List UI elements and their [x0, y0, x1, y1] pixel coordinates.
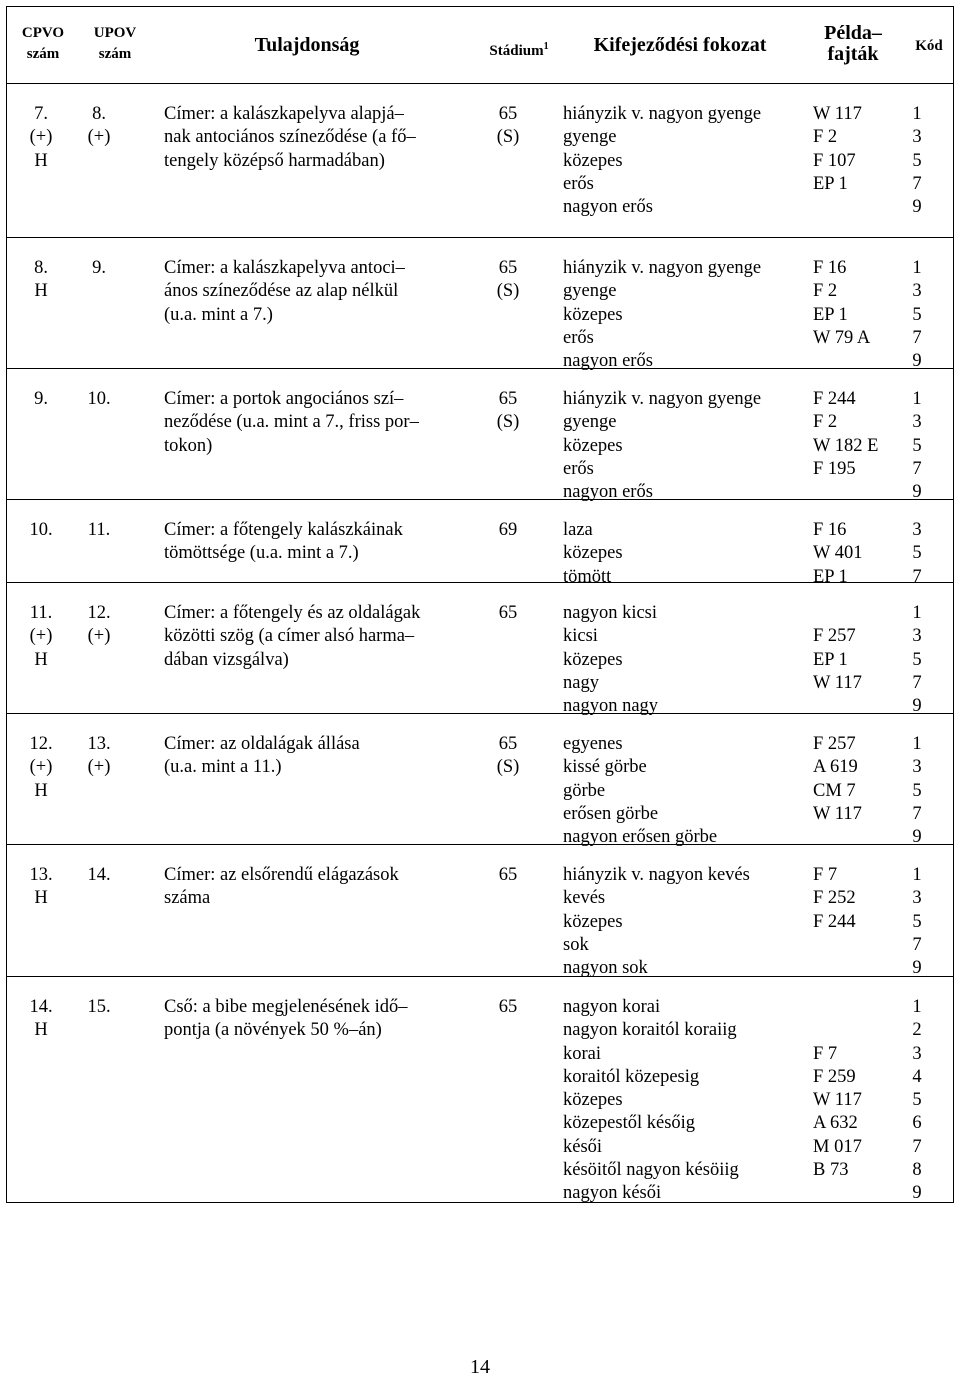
- note-codes-line: 9: [912, 827, 922, 848]
- note-codes-line: 7: [912, 327, 922, 348]
- example-varieties: [813, 996, 877, 1206]
- example-varieties-line: F 2: [813, 412, 838, 433]
- note-codes-line: 5: [912, 911, 922, 932]
- example-varieties-line: F 7: [813, 865, 838, 885]
- trait-description-line: tömöttsége (u.a. mint a 7.): [164, 543, 359, 564]
- table-row: [7, 976, 953, 1202]
- table-row: [7, 582, 953, 717]
- expression-levels-line: korai: [563, 1043, 602, 1064]
- upov-number-line: (+): [87, 626, 111, 647]
- note-codes-line: 3: [912, 127, 922, 148]
- expression-levels-line: hiányzik v. nagyon gyenge: [563, 389, 762, 409]
- example-varieties: [813, 733, 877, 849]
- note-codes: [907, 103, 927, 219]
- expression-levels-line: görbe: [563, 780, 606, 801]
- cpvo-number-line: 7.: [34, 104, 48, 124]
- expression-levels: [563, 103, 803, 219]
- growth-stage-line: 65: [498, 389, 518, 409]
- note-codes-line: 3: [912, 626, 922, 647]
- expression-levels-line: nagyon nagy: [563, 696, 659, 717]
- note-codes-line: 7: [912, 803, 922, 824]
- growth-stage-line: (S): [496, 281, 520, 302]
- upov-number-line: 8.: [92, 104, 106, 124]
- upov-number: [79, 864, 119, 887]
- trait-description: [164, 864, 464, 911]
- example-varieties-line: W 117: [813, 104, 862, 124]
- table-row: [7, 499, 953, 587]
- trait-description: [164, 257, 464, 327]
- example-varieties: [813, 388, 877, 504]
- expression-levels-line: erősen görbe: [563, 803, 659, 824]
- note-codes-line: 3: [912, 281, 922, 302]
- table-row: [7, 237, 953, 372]
- example-varieties-line: [813, 934, 877, 957]
- note-codes-line: 1: [912, 258, 922, 278]
- trait-description-line: Címer: az oldalágak állása: [164, 734, 360, 754]
- example-varieties-line: F 16: [813, 258, 847, 278]
- table-row: [7, 83, 953, 238]
- example-varieties-line: [813, 1019, 877, 1042]
- expression-levels-line: késöitől nagyon késöiig: [563, 1160, 739, 1181]
- example-varieties-line: F 16: [813, 520, 847, 540]
- expression-levels-line: kissé görbe: [563, 757, 647, 778]
- growth-stage-line: (S): [496, 127, 520, 148]
- note-codes-line: 1: [912, 603, 922, 623]
- expression-levels-line: késői: [563, 1136, 603, 1157]
- expression-levels-line: nagyon késői: [563, 1183, 662, 1204]
- cpvo-number: [21, 996, 61, 1043]
- note-codes-line: 9: [912, 482, 922, 503]
- expression-levels-line: erős: [563, 327, 594, 348]
- note-codes-line: 9: [912, 351, 922, 372]
- example-varieties-line: EP 1: [813, 649, 848, 670]
- trait-description-line: közötti szög (a címer alsó harma–: [164, 626, 415, 647]
- cpvo-number-line: H: [34, 780, 48, 801]
- cpvo-number: [21, 519, 61, 542]
- cpvo-number: [21, 602, 61, 672]
- trait-description-line: neződése (u.a. mint a 7., friss por–: [164, 412, 419, 433]
- expression-levels-line: nagyon kicsi: [563, 603, 658, 623]
- cpvo-number-line: 9.: [34, 389, 48, 409]
- growth-stage-line: 65: [498, 104, 518, 124]
- header-upov-line2: szám: [98, 46, 132, 62]
- cpvo-number: [21, 257, 61, 304]
- example-varieties-line: W 117: [813, 672, 862, 693]
- cpvo-number: [21, 864, 61, 911]
- example-varieties-line: EP 1: [813, 173, 848, 194]
- cpvo-number-line: 11.: [29, 603, 53, 623]
- header-examples: [817, 23, 889, 65]
- note-codes-line: 3: [912, 520, 922, 540]
- page-number: 14: [470, 1356, 490, 1378]
- header-property: Tulajdonság: [254, 34, 360, 56]
- example-varieties-line: [813, 602, 877, 625]
- cpvo-number-line: 12.: [29, 734, 53, 754]
- header-cpvo-line1: CPVO: [21, 25, 65, 41]
- cpvo-number-line: 14.: [29, 997, 53, 1017]
- growth-stage: [493, 996, 523, 1019]
- cpvo-number-line: H: [34, 888, 48, 909]
- expression-levels-line: sok: [563, 934, 589, 955]
- trait-description-line: Címer: az elsőrendű elágazások: [164, 865, 399, 885]
- trait-description-line: Címer: a portok angociános szí–: [164, 389, 404, 409]
- example-varieties: [813, 257, 877, 373]
- upov-number-line: 10.: [87, 389, 111, 409]
- header-cpvo: [15, 23, 71, 65]
- trait-description: [164, 103, 464, 173]
- upov-number-line: 9.: [92, 258, 106, 278]
- trait-description-line: (u.a. mint a 11.): [164, 757, 282, 778]
- expression-levels-line: erős: [563, 173, 594, 194]
- note-codes-line: 3: [912, 412, 922, 433]
- expression-levels-line: gyenge: [563, 127, 617, 148]
- expression-levels-line: közepestől későig: [563, 1113, 696, 1134]
- cpvo-number-line: H: [34, 150, 48, 171]
- expression-levels: [563, 602, 803, 718]
- growth-stage-line: 65: [498, 258, 518, 278]
- note-codes: [907, 519, 927, 589]
- growth-stage: [493, 257, 523, 304]
- note-codes-line: 5: [912, 543, 922, 564]
- header-code: Kód: [915, 38, 943, 54]
- note-codes-line: 5: [912, 649, 922, 670]
- expression-levels-line: nagyon erősen görbe: [563, 827, 718, 848]
- example-varieties-line: W 182 E: [813, 435, 879, 456]
- header-stage-footnote: 1: [543, 41, 549, 52]
- example-varieties-line: W 117: [813, 803, 862, 824]
- upov-number-line: 13.: [87, 734, 111, 754]
- header-examples-line2: fajták: [827, 43, 879, 65]
- trait-description-line: pontja (a növények 50 %–án): [164, 1020, 382, 1041]
- upov-number-line: 14.: [87, 865, 111, 885]
- example-varieties-line: W 79 A: [813, 327, 871, 348]
- trait-description-line: nak antociános színeződése (a fő–: [164, 127, 416, 148]
- example-varieties-line: F 2: [813, 281, 838, 302]
- note-codes-line: 6: [912, 1113, 922, 1134]
- note-codes-line: 7: [912, 566, 922, 587]
- table-row: [7, 844, 953, 977]
- header-examples-line1: Példa–: [824, 22, 882, 44]
- note-codes: [907, 257, 927, 373]
- upov-number: [79, 103, 119, 150]
- expression-levels: [563, 733, 803, 849]
- cpvo-number-line: H: [34, 649, 48, 670]
- note-codes-line: 9: [912, 958, 922, 979]
- expression-levels-line: hiányzik v. nagyon gyenge: [563, 104, 762, 124]
- cpvo-number-line: H: [34, 1020, 48, 1041]
- trait-description-line: Címer: a kalászkapelyva alapjá–: [164, 104, 404, 124]
- note-codes-line: 3: [912, 757, 922, 778]
- expression-levels-line: egyenes: [563, 734, 623, 754]
- header-expression: Kifejeződési fokozat: [593, 34, 767, 56]
- header-stage-label: Stádium: [489, 43, 544, 59]
- note-codes-line: 5: [912, 435, 922, 456]
- upov-number: [79, 388, 119, 411]
- table-row: [7, 368, 953, 503]
- expression-levels-line: közepes: [563, 649, 623, 670]
- header-cpvo-line2: szám: [26, 46, 60, 62]
- note-codes-line: 7: [912, 173, 922, 194]
- note-codes-line: 3: [912, 888, 922, 909]
- example-varieties-line: F 244: [813, 911, 856, 932]
- trait-description: [164, 996, 464, 1043]
- example-varieties-line: [813, 1182, 877, 1205]
- note-codes-line: 5: [912, 780, 922, 801]
- note-codes: [907, 733, 927, 849]
- example-varieties-line: CM 7: [813, 780, 856, 801]
- expression-levels-line: kicsi: [563, 626, 598, 647]
- example-varieties: [813, 103, 877, 219]
- upov-number-line: 15.: [87, 997, 111, 1017]
- expression-levels: [563, 864, 803, 980]
- expression-levels-line: nagyon erős: [563, 197, 653, 218]
- example-varieties-line: F 107: [813, 150, 856, 171]
- upov-number: [79, 996, 119, 1019]
- expression-levels-line: gyenge: [563, 281, 617, 302]
- note-codes-line: 5: [912, 150, 922, 171]
- example-varieties-line: EP 1: [813, 304, 848, 325]
- expression-levels-line: gyenge: [563, 412, 617, 433]
- note-codes-line: 5: [912, 1090, 922, 1111]
- trait-description-line: száma: [164, 888, 211, 909]
- cpvo-number-line: 13.: [29, 865, 53, 885]
- example-varieties-line: W 401: [813, 543, 863, 564]
- growth-stage-line: 65: [498, 997, 518, 1017]
- note-codes-line: 7: [912, 934, 922, 955]
- expression-levels-line: közepes: [563, 304, 623, 325]
- growth-stage-line: (S): [496, 412, 520, 433]
- example-varieties: [813, 602, 877, 718]
- note-codes-line: 9: [912, 696, 922, 717]
- trait-description-line: Címer: a főtengely kalászkáinak: [164, 520, 403, 540]
- example-varieties-line: F 244: [813, 389, 856, 409]
- header-upov: [87, 23, 143, 65]
- note-codes-line: 1: [912, 997, 922, 1017]
- upov-number-line: 12.: [87, 603, 111, 623]
- expression-levels-line: nagy: [563, 672, 599, 693]
- note-codes: [907, 996, 927, 1206]
- note-codes-line: 1: [912, 734, 922, 754]
- growth-stage: [493, 602, 523, 625]
- growth-stage: [493, 733, 523, 780]
- example-varieties-line: W 117: [813, 1090, 862, 1111]
- expression-levels-line: nagyon koraitól koraiig: [563, 1020, 737, 1041]
- trait-description-line: ános színeződése az alap nélkül: [164, 281, 399, 302]
- example-varieties: [813, 519, 877, 589]
- expression-levels-line: nagyon korai: [563, 997, 661, 1017]
- expression-levels: [563, 388, 803, 504]
- upov-number-line: 11.: [87, 520, 111, 540]
- note-codes-line: 8: [912, 1160, 922, 1181]
- note-codes-line: 9: [912, 1183, 922, 1204]
- note-codes-line: 5: [912, 304, 922, 325]
- table-row: [7, 713, 953, 848]
- expression-levels: [563, 996, 803, 1206]
- expression-levels-line: közepes: [563, 543, 623, 564]
- trait-description-line: Címer: a főtengely és az oldalágak: [164, 603, 421, 623]
- growth-stage: [493, 519, 523, 542]
- example-varieties-line: EP 1: [813, 566, 848, 587]
- example-varieties-line: F 2: [813, 127, 838, 148]
- example-varieties-line: F 252: [813, 888, 856, 909]
- note-codes-line: 9: [912, 197, 922, 218]
- note-codes: [907, 602, 927, 718]
- note-codes: [907, 864, 927, 980]
- example-varieties-line: F 7: [813, 1043, 838, 1064]
- cpvo-number: [21, 388, 61, 411]
- expression-levels-line: koraitól közepesig: [563, 1066, 700, 1087]
- trait-description-line: (u.a. mint a 7.): [164, 304, 273, 325]
- upov-number-line: (+): [87, 127, 111, 148]
- growth-stage: [493, 103, 523, 150]
- note-codes-line: 2: [912, 1020, 922, 1041]
- cpvo-number-line: (+): [29, 626, 53, 647]
- trait-description-line: Cső: a bibe megjelenésének idő–: [164, 997, 408, 1017]
- trait-description: [164, 388, 464, 458]
- upov-number-line: (+): [87, 757, 111, 778]
- expression-levels-line: hiányzik v. nagyon gyenge: [563, 258, 762, 278]
- cpvo-number-line: (+): [29, 757, 53, 778]
- note-codes-line: 4: [912, 1066, 922, 1087]
- characteristics-table: [6, 6, 954, 1203]
- trait-description-line: tengely középső harmadában): [164, 150, 385, 171]
- cpvo-number-line: 10.: [29, 520, 53, 540]
- example-varieties-line: F 257: [813, 734, 856, 754]
- example-varieties-line: [813, 196, 877, 219]
- trait-description: [164, 602, 464, 672]
- expression-levels-line: hiányzik v. nagyon kevés: [563, 865, 750, 885]
- note-codes-line: 7: [912, 672, 922, 693]
- note-codes-line: 3: [912, 1043, 922, 1064]
- expression-levels-line: kevés: [563, 888, 606, 909]
- note-codes-line: 7: [912, 1136, 922, 1157]
- example-varieties-line: F 257: [813, 626, 856, 647]
- example-varieties-line: [813, 996, 877, 1019]
- upov-number: [79, 733, 119, 780]
- growth-stage: [493, 864, 523, 887]
- example-varieties-line: F 259: [813, 1066, 856, 1087]
- cpvo-number-line: (+): [29, 127, 53, 148]
- expression-levels-line: nagyon erős: [563, 351, 653, 372]
- expression-levels-line: közepes: [563, 1090, 623, 1111]
- expression-levels-line: erős: [563, 458, 594, 479]
- growth-stage-line: 65: [498, 865, 518, 885]
- upov-number: [79, 257, 119, 280]
- expression-levels: [563, 519, 803, 589]
- note-codes-line: 1: [912, 865, 922, 885]
- growth-stage-line: (S): [496, 757, 520, 778]
- cpvo-number-line: H: [34, 281, 48, 302]
- trait-description-line: Címer: a kalászkapelyva antoci–: [164, 258, 405, 278]
- example-varieties-line: B 73: [813, 1160, 849, 1181]
- growth-stage-line: 69: [498, 520, 518, 540]
- trait-description: [164, 733, 464, 780]
- expression-levels-line: tömött: [563, 566, 612, 587]
- expression-levels: [563, 257, 803, 373]
- note-codes: [907, 388, 927, 504]
- trait-description-line: dában vizsgálva): [164, 649, 289, 670]
- example-varieties-line: A 632: [813, 1113, 858, 1134]
- expression-levels-line: nagyon sok: [563, 958, 648, 979]
- expression-levels-line: közepes: [563, 150, 623, 171]
- example-varieties-line: F 195: [813, 458, 856, 479]
- upov-number: [79, 602, 119, 649]
- growth-stage-line: 65: [498, 603, 518, 623]
- example-varieties-line: M 017: [813, 1136, 862, 1157]
- trait-description: [164, 519, 464, 566]
- expression-levels-line: laza: [563, 520, 593, 540]
- example-varieties-line: A 619: [813, 757, 858, 778]
- table-header: [7, 7, 953, 84]
- expression-levels-line: közepes: [563, 435, 623, 456]
- header-upov-line1: UPOV: [93, 25, 137, 41]
- growth-stage-line: 65: [498, 734, 518, 754]
- note-codes-line: 1: [912, 104, 922, 124]
- note-codes-line: 7: [912, 458, 922, 479]
- cpvo-number-line: 8.: [34, 258, 48, 278]
- cpvo-number: [21, 103, 61, 173]
- note-codes-line: 1: [912, 389, 922, 409]
- example-varieties: [813, 864, 877, 980]
- header-stage: [469, 36, 569, 62]
- expression-levels-line: közepes: [563, 911, 623, 932]
- cpvo-number: [21, 733, 61, 803]
- upov-number: [79, 519, 119, 542]
- trait-description-line: tokon): [164, 435, 213, 456]
- expression-levels-line: nagyon erős: [563, 482, 653, 503]
- growth-stage: [493, 388, 523, 435]
